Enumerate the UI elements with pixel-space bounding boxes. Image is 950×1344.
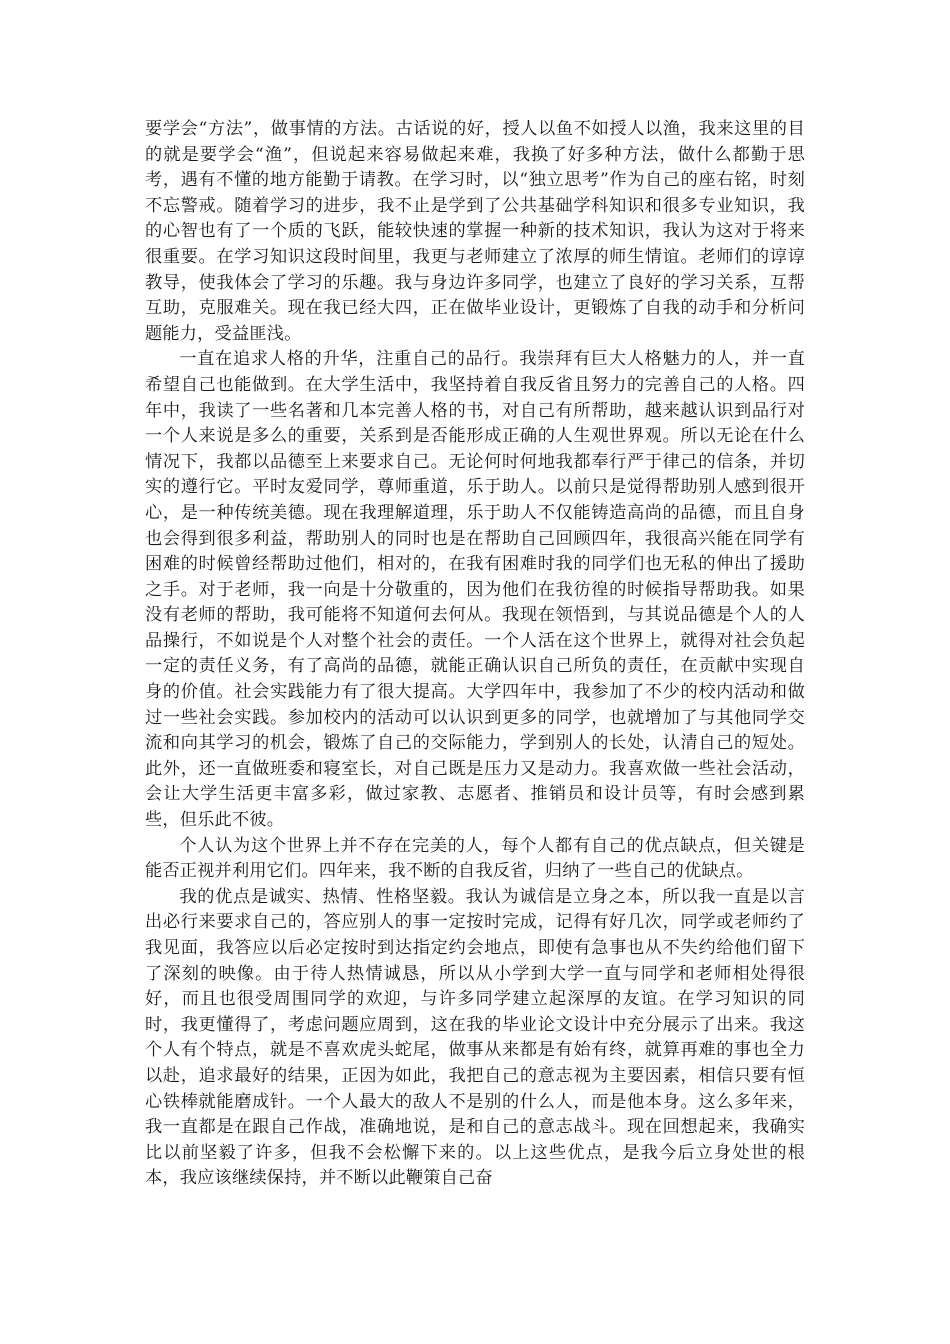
document-body	[145, 117, 805, 1192]
paragraph-study-methods: 要学会“方法”，做事情的方法。古话说的好，授人以鱼不如授人以渔，我来这里的目的就是要学会“渔”，但说起来容易做起来难，我换了好多种方法，做什么都勤于思考，遇有不懂的地方能勤于请教。在学习时，以“独立思考”作为自己的座右铭，时刻不忘警戒。随着学习的进步，我不止是学到了公共基础学科知识和很多专业知识，我的心智也有了一个质的飞跃，能较快速的掌握一种新的技术知识，我认为这对于将来很重要。在学习知识这段时间里，我更与老师建立了浓厚的师生情谊。老师们的谆谆教导，使我体会了学习的乐趣。我与身边许多同学，也建立了良好的学习关系，互帮互助，克服难关。现在我已经大四，正在做毕业设计，更锻炼了自我的动手和分析问题能力，受益匪浅。	[145, 119, 805, 344]
paragraph-self-reflection: 个人认为这个世界上并不存在完美的人，每个人都有自己的优点缺点，但关键是能否正视并利用它们。四年来，我不断的自我反省，归纳了一些自己的优缺点。	[145, 835, 805, 882]
paragraph-strengths: 我的优点是诚实、热情、性格坚毅。我认为诚信是立身之本，所以我一直是以言出必行来要求自己的，答应别人的事一定按时完成，记得有好几次，同学或老师约了我见面，我答应以后必定按时到达指定约会地点，即使有急事也从不失约给他们留下了深刻的映像。由于待人热情诚恳，所以从小学到大学一直与同学和老师相处得很好，而且也很受周围同学的欢迎，与许多同学建立起深厚的友谊。在学习知识的同时，我更懂得了，考虑问题应周到，这在我的毕业论文设计中充分展示了出来。我这个人有个特点，就是不喜欢虎头蛇尾，做事从来都是有始有终，就算再难的事也全力以赴，追求最好的结果，正因为如此，我把自己的意志视为主要因素，相信只要有恒心铁棒就能磨成针。一个人最大的敌人不是别的什么人，而是他本身。这么多年来，我一直都是在跟自己作战，准确地说，是和自己的意志战斗。现在回想起来，我确实比以前坚毅了许多，但我不会松懈下来的。以上这些优点，是我今后立身处世的根本，我应该继续保持，并不断以此鞭策自己奋	[145, 886, 805, 1189]
paragraph-character: 一直在追求人格的升华，注重自己的品行。我崇拜有巨大人格魅力的人，并一直希望自己也能做到。在大学生活中，我坚持着自我反省且努力的完善自己的人格。四年中，我读了一些名著和几本完善人格的书，对自己有所帮助，越来越认识到品行对一个人来说是多么的重要，关系到是否能形成正确的人生观世界观。所以无论在什么情况下，我都以品德至上来要求自己。无论何时何地我都奉行严于律己的信条，并切实的遵行它。平时友爱同学，尊师重道，乐于助人。以前只是觉得帮助别人感到很开心，是一种传统美德。现在我理解道理，乐于助人不仅能铸造高尚的品德，而且自身也会得到很多利益，帮助别人的同时也是在帮助自己回顾四年，我很高兴能在同学有困难的时候曾经帮助过他们，相对的，在我有困难时我的同学们也无私的伸出了援助之手。对于老师，我一向是十分敬重的，因为他们在我彷徨的时候指导帮助我。如果没有老师的帮助，我可能将不知道何去何从。我现在领悟到，与其说品德是个人的人品操行，不如说是个人对整个社会的责任。一个人活在这个世界上，就得对社会负起一定的责任义务，有了高尚的品德，就能正确认识自己所负的责任，在贡献中实现自身的价值。社会实践能力有了很大提高。大学四年中，我参加了不少的校内活动和做过一些社会实践。参加校内的活动可以认识到更多的同学，也就增加了与其他同学交流和向其学习的机会，锻炼了自己的交际能力，学到别人的长处，认清自己的短处。此外，还一直做班委和寝室长，对自己既是压力又是动力。我喜欢做一些社会活动，会让大学生活更丰富多彩，做过家教、志愿者、推销员和设计员等，有时会感到累些，但乐此不彼。	[145, 349, 805, 831]
